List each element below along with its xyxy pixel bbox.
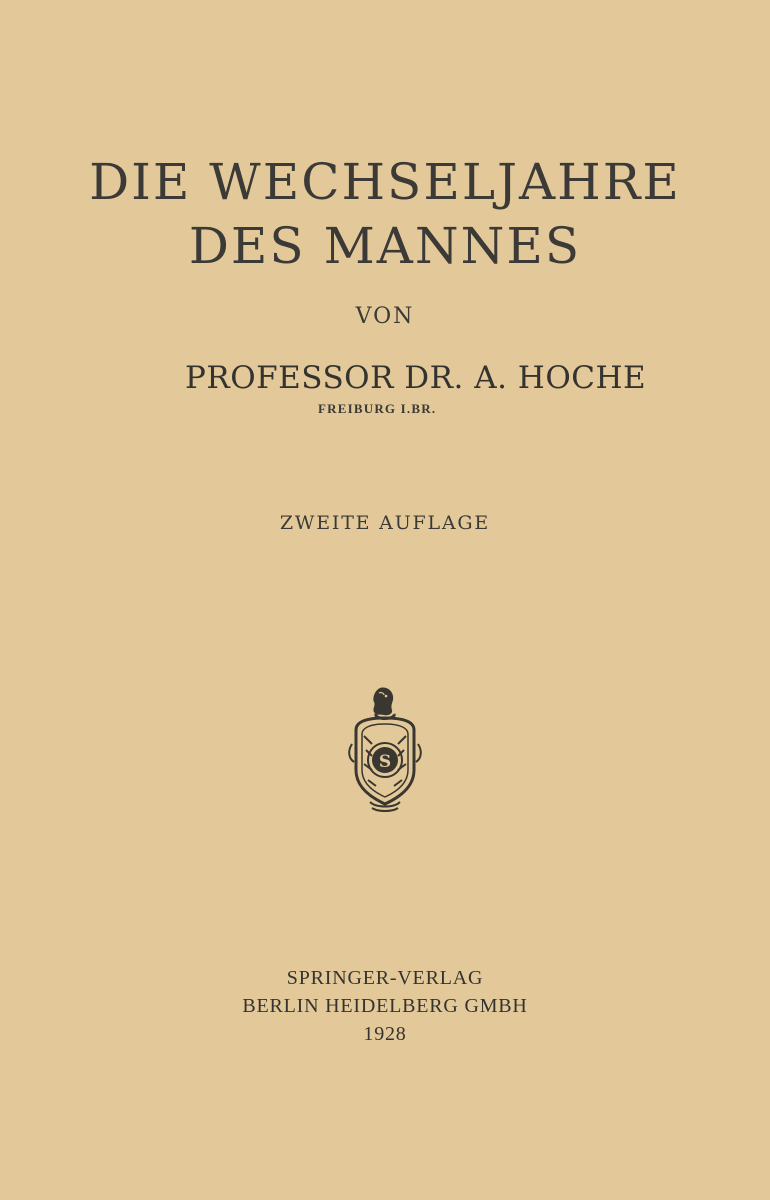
publisher-location: BERLIN HEIDELBERG GMBH (242, 995, 528, 1017)
publisher-name: SPRINGER-VERLAG (286, 967, 484, 989)
title-line-1: DIE WECHSELJAHRE (89, 153, 681, 211)
author-name: PROFESSOR DR. A. HOCHE (185, 360, 647, 396)
by-label: VON (355, 304, 415, 329)
edition-label: ZWEITE AUFLAGE (279, 512, 491, 534)
springer-knight-emblem-icon (346, 684, 424, 814)
book-title (0, 150, 770, 278)
title-line-2: DES MANNES (188, 217, 582, 275)
author-affiliation: FREIBURG I.BR. (318, 401, 437, 416)
publisher-block (0, 964, 770, 1048)
svg-text:S: S (378, 752, 392, 772)
publication-year: 1928 (363, 1023, 407, 1045)
